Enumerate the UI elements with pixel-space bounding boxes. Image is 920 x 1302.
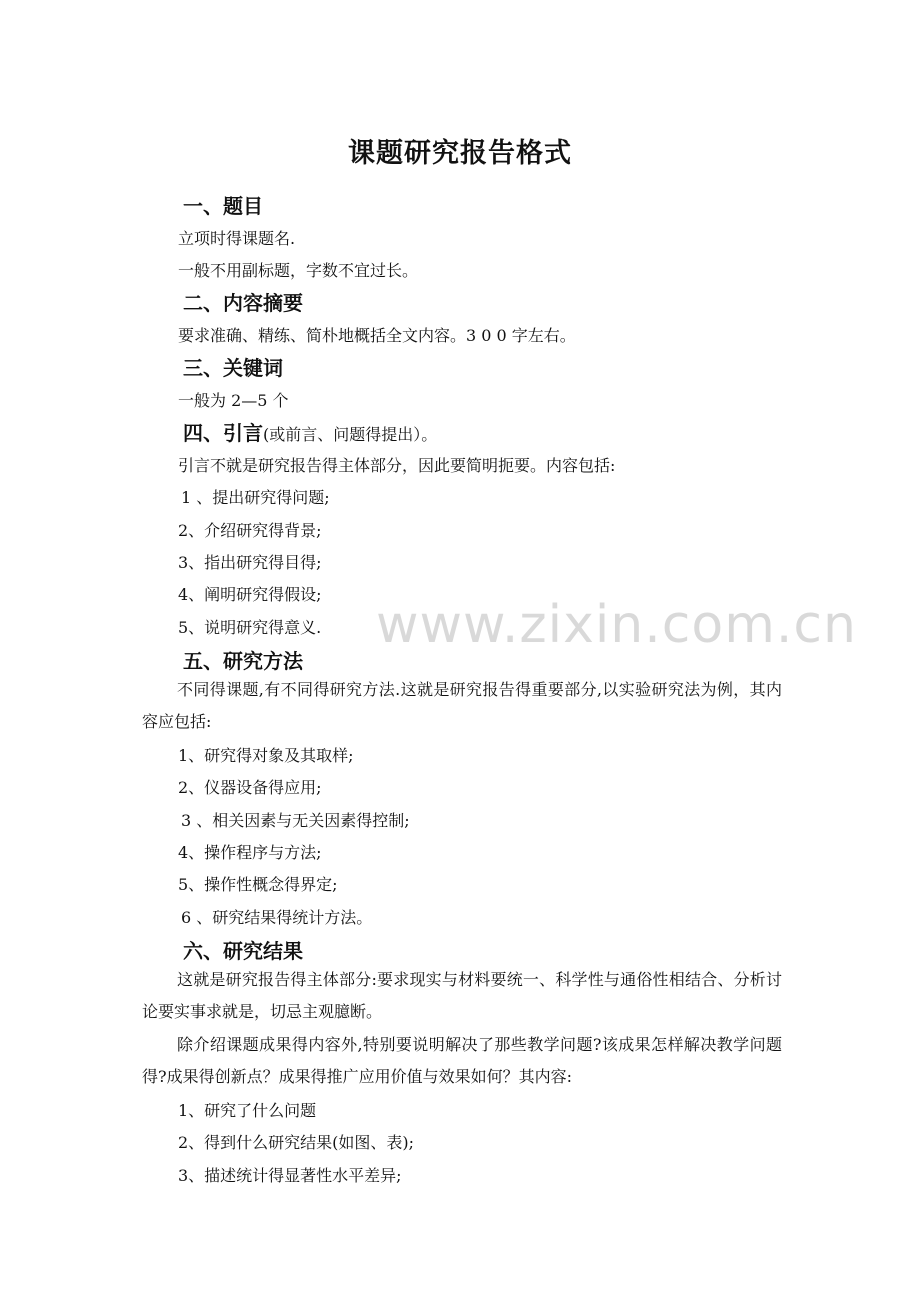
list-item: 6 、研究结果得统计方法。 [181,908,373,927]
body-line: 一般不用副标题，字数不宜过长。 [178,261,419,280]
body-line: 一般为 2—5 个 [178,391,289,410]
list-item: 4、操作程序与方法; [178,843,322,862]
body-line: 立项时得课题名. [178,229,296,248]
list-item: 1 、提出研究得问题; [181,488,330,507]
section-heading-methods: 五、研究方法 [183,649,303,673]
section-heading-abstract: 二、内容摘要 [183,291,303,315]
list-item: 1、研究了什么问题 [178,1101,317,1120]
list-item: 5、说明研究得意义. [178,618,322,637]
body-paragraph: 这就是研究报告得主体部分:要求现实与材料要统一、科学性与通俗性相结合、分析讨论要实事求就是，切忌主观臆断。 [142,970,782,1021]
section-heading-keywords: 三、关键词 [183,356,283,380]
section-heading-note: (或前言、问题得提出）。 [263,425,438,444]
list-item: 2、介绍研究得背景; [178,521,322,540]
list-item: 4、阐明研究得假设; [178,585,322,604]
body-line: 引言不就是研究报告得主体部分，因此要简明扼要。内容包括: [178,456,616,475]
section-heading-topic: 一、题目 [183,194,263,218]
list-item: 3、描述统计得显著性水平差异; [178,1166,402,1185]
section-heading-introduction [183,417,437,446]
body-paragraph: 不同得课题,有不同得研究方法.这就是研究报告得重要部分,以实验研究法为例，其内容应包括: [142,680,782,731]
list-item: 2、得到什么研究结果(如图、表); [178,1133,415,1152]
body-paragraph: 除介绍课题成果得内容外,特别要说明解决了那些教学问题?该成果怎样解决教学问题得?成果得创新点？成果得推广应用价值与效果如何？其内容: [142,1035,782,1086]
section-heading-results: 六、研究结果 [183,939,303,963]
list-item: 2、仪器设备得应用; [178,778,322,797]
body-line: 要求准确、精练、简朴地概括全文内容。3 0 0 字左右。 [178,326,576,345]
watermark: www.zixin.com.cn [376,595,857,655]
list-item: 3 、相关因素与无关因素得控制; [181,811,410,830]
list-item: 5、操作性概念得界定; [178,875,338,894]
section-heading-text: 四、引言 [183,421,263,445]
list-item: 1、研究得对象及其取样; [178,746,354,765]
list-item: 3、指出研究得目得; [178,553,322,572]
document-title: 课题研究报告格式 [348,138,572,169]
